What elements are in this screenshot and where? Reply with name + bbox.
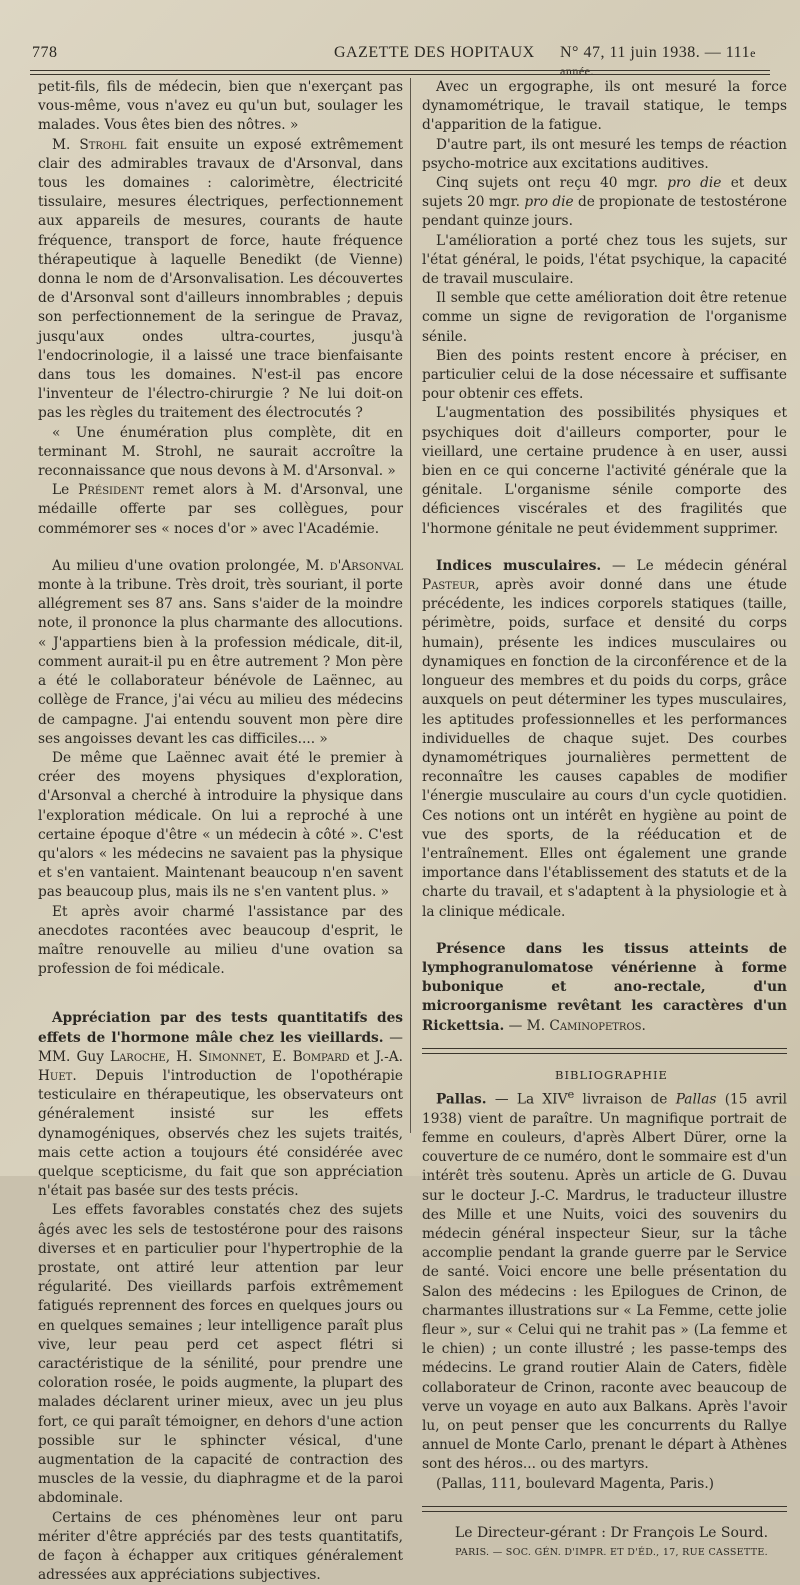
paragraph: L'augmentation des possibilités physiques et psychiques doit d'ailleurs comporter, pour le vieillard, une certaine prudence à en user, aussi bien en ce qui concerne l'activité générale que la génitale. L'organisme sénile comporte des déficiences viscérales et des fragilités que l'hormone génitale ne peut évidemment supprimer.	[422, 405, 787, 537]
article-title: Appréciation par des tests quantitatifs des effets de l'hormone mâle chez les vieillards.	[38, 1010, 403, 1046]
paragraph: Cinq sujets ont reçu 40 mgr. pro die et deux sujets 20 mgr. pro die de propionate de testostérone pendant quinze jours.	[422, 175, 788, 230]
paragraph: petit-fils, fils de médecin, bien que n'exerçant pas vous-même, vous n'avez eu qu'un but, soulager les malades. Vous êtes bien des nôtres. »	[38, 79, 403, 134]
article-heading-paragraph: Appréciation par des tests quantitatifs des effets de l'hormone mâle chez les vieillards. — MM. Guy Laroche, H. Simonnet, E. Bompard et J.-A. Huet. Depuis l'introduction de l'opothérapie testiculaire en thérapeutique, les observateurs ont généralement insisté sur les effets dynamogéniques, observés chez les sujets traités, mais cette action a toujours été considérée avec quelque scepticisme, du fait que son appréciation n'était pas basée sur des tests précis.	[38, 1010, 404, 1200]
paragraph: L'amélioration a porté chez tous les sujets, sur l'état général, le poids, l'état psychique, la capacité de travail musculaire.	[422, 232, 787, 288]
paragraph: Avec un ergographe, ils ont mesuré la force dynamométrique, le travail statique, le temps d'apparition de la fatigue.	[422, 79, 787, 134]
paragraph: (Pallas, 111, boulevard Magenta, Paris.)	[436, 1475, 715, 1492]
journal-title: GAZETTE DES HOPITAUX	[334, 44, 535, 61]
header-rule-bottom	[30, 74, 770, 75]
paragraph: De même que Laënnec avait été le premier à créer des moyens physiques d'exploration, d'Arsonval a cherché à introduire la physique dans l'exploration médicale. On lui a reproché à une certaine époque d'être « un médecin à côté ». C'est qu'alors « les médecins ne savaient pas la physique et s'en vantaient. Maintenant beaucoup n'en savent pas beaucoup plus, mais ils ne s'en vantent plus. »	[38, 749, 403, 901]
header-rule-top	[30, 70, 770, 71]
page-number: 778	[32, 44, 58, 61]
paragraph: « Une énumération plus complète, dit en terminant M. Strohl, ne saurait accroître la reconnaissance que nous devons à M. d'Arsonval. »	[38, 424, 403, 480]
column-separator	[410, 78, 411, 1133]
section-divider	[422, 1506, 787, 1512]
paragraph: Certains de ces phénomènes leur ont paru mériter d'être appréciés par des tests quantitatifs, de façon à échapper aux critiques généralement adressées aux appréciations subjectives.	[38, 1509, 403, 1584]
article-title: Présence dans les tissus atteints de lymphogranulomatose vénérienne à forme bubonique et ano-rectale, d'un microorganisme revêtant les caractères d'un Rickettsia.	[422, 940, 787, 1034]
signature-line: Le Directeur-gérant : Dr François Le Sourd.	[454, 1524, 769, 1541]
paragraph: Il semble que cette amélioration doit être retenue comme un signe de revigoration de l'organisme sénile.	[422, 290, 787, 345]
paragraph: Bien des points restent encore à préciser, en particulier celui de la dose nécessaire et suffisante pour obtenir ces effets.	[422, 347, 787, 403]
page-header	[22, 44, 782, 78]
paragraph: Les effets favorables constatés chez des sujets âgés avec les sels de testostérone pour des raisons diverses et en particulier pour l'hypertrophie de la prostate, ont attiré leur attention par leur régularité. Des vieillards parfois extrêmement fatigués reprennent des forces en quelques jours ou en quelques semaines ; leur intelligence paraît plus vive, leur peau perd cet aspect flétri si caractéristique de la sénilité, pour prendre une coloration rosée, le poids augmente, la plupart des malades déclarent uriner mieux, avec un jeu plus fort, ce qui paraît témoigner, en dehors d'une action possible sur le sphincter vésical, d'une augmentation de la capacité de contraction des muscles de la vessie, du diaphragme et de la paroi abdominale.	[38, 1202, 403, 1507]
paragraph: M. Strohl fait ensuite un exposé extrêmement clair des admirables travaux de d'Arsonval, dans tous les domaines : calorimètre, électricité tissulaire, mesures électriques, perfectionnement aux appareils de mesures, courants de haute fréquence, transport de force, haute fréquence thérapeutique à laquelle Benedikt (de Vienne) donna le nom de d'Arsonvalisation. Les découvertes de d'Arsonval sont d'ailleurs innombrables ; depuis son perfectionnement de la seringue de Pravaz, jusqu'aux ondes ultra-courtes, jusqu'à l'endocrinologie, il a laissé une trace bienfaisante dans tous les domaines. N'est-il pas encore l'inventeur de l'électro-chirurgie ? Ne lui doit-on pas les règles du traitement des électrocutés ?	[38, 136, 404, 422]
left-column	[38, 78, 403, 1585]
paragraph: Au milieu d'une ovation prolongée, M. d'Arsonval monte à la tribune. Très droit, très souriant, il porte allégrement ses 87 ans. Sans s'aider de la moindre note, il prononce la plus charmante des allocutions. « J'appartiens bien à la profession médicale, dit-il, comment aurait-il pu en être autrement ? Mon père a été le collaborateur bénévole de Laënnec, au collège de France, j'ai vécu au milieu des médecins de campagne. J'ai entendu souvent mon père dire ses angoisses devant les cas difficiles.... »	[38, 557, 403, 747]
article-title: Indices musculaires.	[436, 557, 602, 574]
paragraph: D'autre part, ils ont mesuré les temps de réaction psycho-motrice aux excitations auditives.	[422, 136, 787, 172]
paragraph: Le Président remet alors à M. d'Arsonval, une médaille offerte par ses collègues, pour commémorer ses « noces d'or » avec l'Académie.	[38, 482, 403, 537]
paragraph: Et après avoir charmé l'assistance par des anecdotes racontées avec beaucoup d'esprit, le maître renouvelle au milieu d'une ovation sa profession de foi médicale.	[38, 903, 403, 978]
section-divider	[422, 1048, 787, 1054]
right-column	[422, 78, 787, 1562]
bibliography-heading: BIBLIOGRAPHIE	[555, 1067, 668, 1082]
article-heading-paragraph: Présence dans les tissus atteints de lymphogranulomatose vénérienne à forme bubonique et ano-rectale, d'un microorganisme revêtant les caractères d'un Rickettsia. — M. Caminopetros.	[422, 940, 787, 1034]
printer-line: PARIS. — SOC. GÉN. D'IMPR. ET D'ÉD., 17, RUE CASSETTE.	[455, 1546, 768, 1558]
paragraph: Pallas. — La XIVe livraison de Pallas (15 avril 1938) vient de paraître. Un magnifique portrait de femme en couleurs, d'après Albert Dürer, orne la couverture de ce numéro, dont le sommaire est d'un intérêt très soutenu. Après un article de G. Duvau sur le docteur J.-C. Mardrus, le traducteur illustre des Mille et une Nuits, voici des souvenirs du médecin général inspecteur Sieur, sur la tâche accomplie pendant la grande guerre par le Service de santé. Voici encore une belle présentation du Salon des médecins : les Epilogues de Crinon, de charmantes illustrations sur « La Femme, cette jolie fleur », sur « Celui qui ne trahit pas » (La femme et le chien) ; un conte illustré ; les passe-temps des médecins. Le grand routier Alain de Caters, fidèle collaborateur de Crinon, raconte avec beaucoup de verve un voyage en auto aux Balkans. Après l'avoir lu, on peut penser que les concurrents du Rallye annuel de Monte Carlo, prenant le départ à Athènes sont des héros... ou des martyrs.	[422, 1086, 787, 1473]
article-heading-paragraph: Indices musculaires. — Le médecin général Pasteur, après avoir donné dans une étude précédente, les indices corporels statiques (taille, périmètre, poids, surface et densité du corps humain), présente les indices musculaires ou dynamiques en fonction de la circonférence et de la longueur des membres et du poids du corps, grâce auxquels on peut déterminer les types musculaires, les aptitudes professionnelles et les performances individuelles de chaque sujet. Des courbes dynamométriques journalières permettent de reconnaître les causes capables de modifier l'énergie musculaire au cours d'un cycle quotidien. Ces notions ont un intérêt en hygiène au point de vue des sports, de la rééducation et de l'entraînement. Elles ont également une grande importance dans l'établissement des statuts et de la charte du travail, et s'adaptent à la physiologie et à la clinique médicale.	[422, 557, 787, 920]
issue-info: N° 47, 11 juin 1938. — 111e année.	[560, 44, 756, 78]
